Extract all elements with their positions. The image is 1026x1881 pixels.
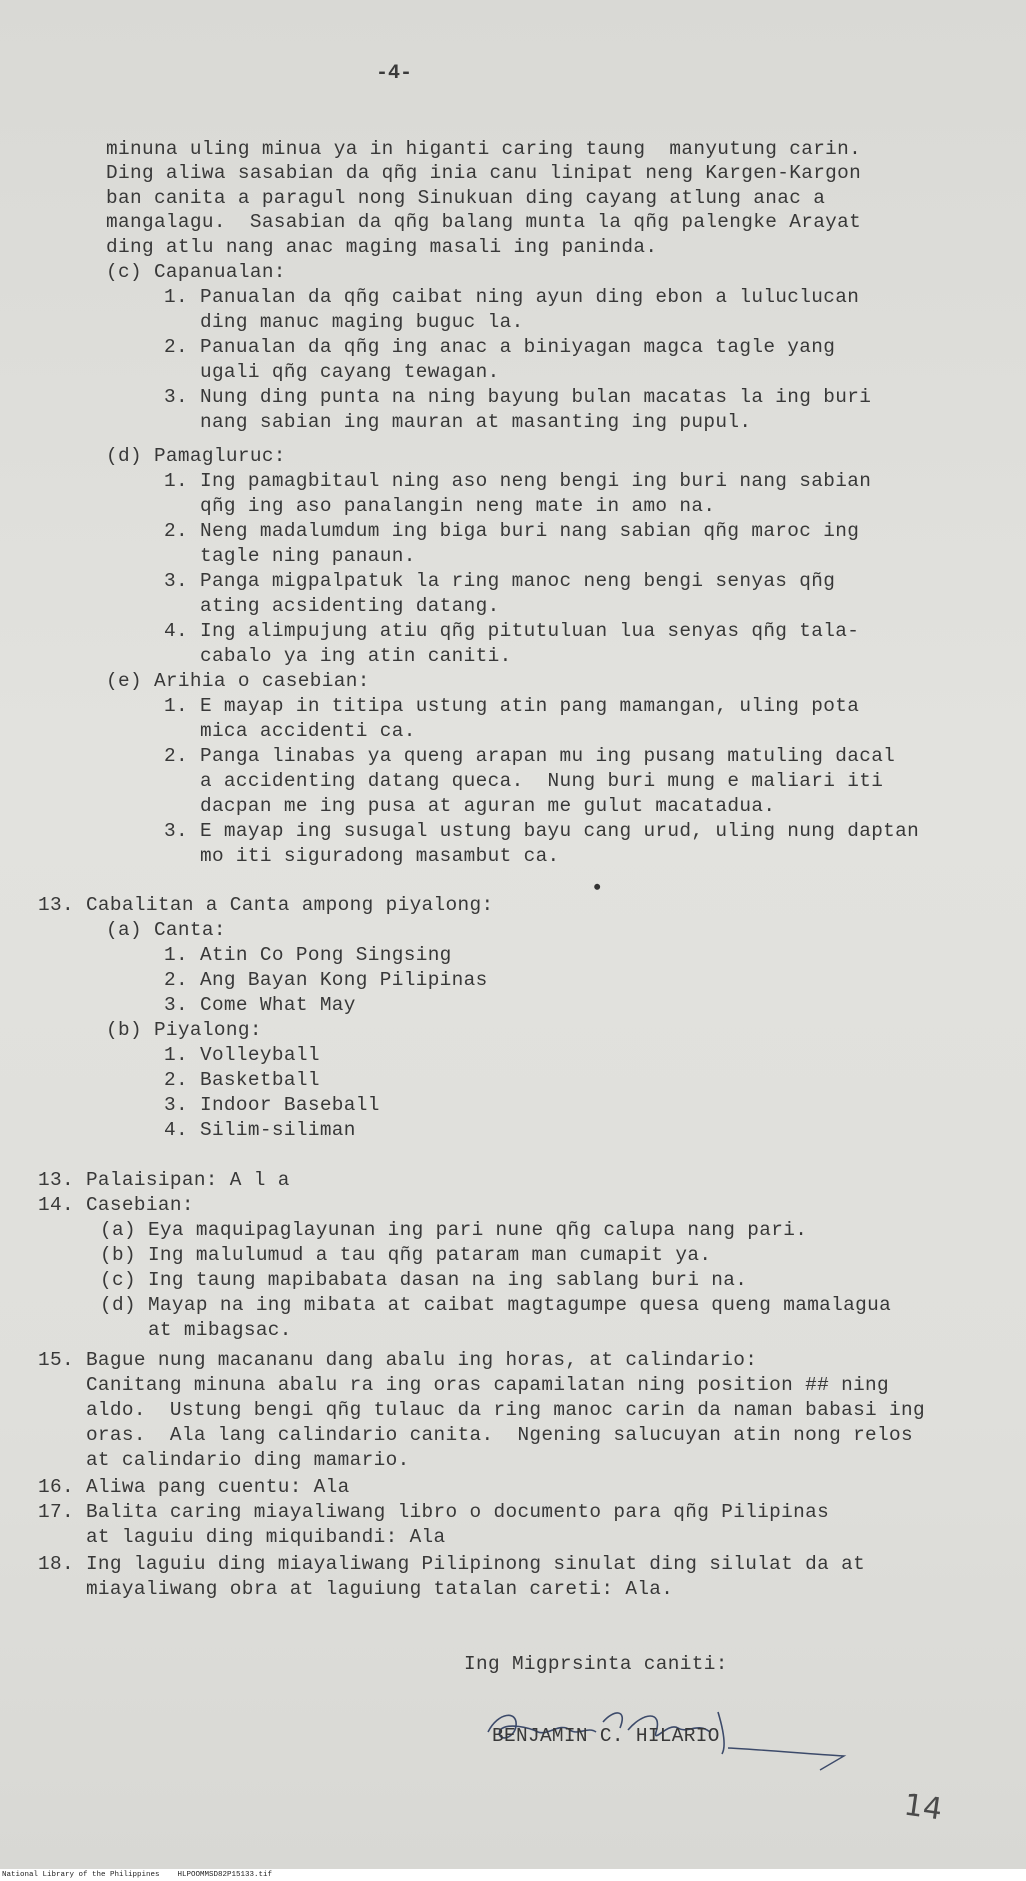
text-line: minuna uling minua ya in higanti caring taung manyutung carin. (106, 138, 862, 160)
section-heading: 13. Cabalitan a Canta ampong piyalong: (38, 894, 494, 916)
list-item: 2. Ang Bayan Kong Pilipinas (164, 969, 488, 991)
page-number: -4- (376, 62, 413, 85)
list-item: tagle ning panaun. (164, 545, 416, 567)
list-item: (d) Mayap na ing mibata at caibat magtagumpe quesa queng mamalagua (100, 1294, 892, 1316)
list-item: 3. Nung ding punta na ning bayung bulan macatas la ing buri (164, 386, 872, 408)
list-item: ating acsidenting datang. (164, 595, 500, 617)
list-item: 2. Basketball (164, 1069, 320, 1091)
list-item: 3. Come What May (164, 994, 356, 1016)
list-item: ding manuc maging buguc la. (164, 311, 524, 333)
text-line: Ding aliwa sasabian da qñg inia canu linipat neng Kargen-Kargon (106, 162, 862, 184)
list-item: 1. E mayap in titipa ustung atin pang mamangan, uling pota (164, 695, 860, 717)
signatory-name: BENJAMIN C. HILARIO (492, 1725, 720, 1747)
list-item: qñg ing aso panalangin neng mate in amo na. (164, 495, 716, 517)
list-item: 2. Panga linabas ya queng arapan mu ing pusang matuling dacal (164, 745, 896, 767)
list-item: (a) Eya maquipaglayunan ing pari nune qñg calupa nang pari. (100, 1219, 808, 1241)
text-line: ding atlu nang anac maging masali ing paninda. (106, 236, 658, 258)
list-item: 1. Atin Co Pong Singsing (164, 944, 452, 966)
list-item: 1. Volleyball (164, 1044, 320, 1066)
list-item: (c) Ing taung mapibabata dasan na ing sablang buri na. (100, 1269, 748, 1291)
list-item: 4. Silim-siliman (164, 1119, 356, 1141)
list-item: mo iti siguradong masambut ca. (164, 845, 560, 867)
subsection-heading: (c) Capanualan: (106, 261, 286, 283)
list-item: 1. Panualan da qñg caibat ning ayun ding ebon a luluclucan (164, 286, 860, 308)
archive-footer: National Library of the Philippines HLPOOMMSD82P15133.tif (0, 1869, 1026, 1881)
list-item: mica accidenti ca. (164, 720, 416, 742)
list-item: ugali qñg cayang tewagan. (164, 361, 500, 383)
list-item: 1. Ing pamagbitaul ning aso neng bengi ing buri nang sabian (164, 470, 872, 492)
submitted-by-label: Ing Migprsinta caniti: (464, 1653, 728, 1675)
subsection-heading: (b) Piyalong: (106, 1019, 262, 1041)
list-item: dacpan me ing pusa at aguran me gulut macatadua. (164, 795, 776, 817)
list-item: at mibagsac. (100, 1319, 292, 1341)
section-heading: 16. Aliwa pang cuentu: Ala (38, 1476, 350, 1498)
list-item: a accidenting datang queca. Nung buri mung e maliari iti (164, 770, 884, 792)
section-heading: 14. Casebian: (38, 1194, 194, 1216)
list-item: (b) Ing malulumud a tau qñg pataram man cumapit ya. (100, 1244, 712, 1266)
text-line: mangalagu. Sasabian da qñg balang munta la qñg palengke Arayat (106, 211, 862, 233)
section-heading: 13. Palaisipan: A l a (38, 1169, 290, 1191)
section-heading: 17. Balita caring miayaliwang libro o documento para qñg Pilipinas (38, 1501, 830, 1523)
ink-mark: • (586, 874, 608, 903)
subsection-heading: (e) Arihia o casebian: (106, 670, 370, 692)
list-item: 2. Panualan da qñg ing anac a biniyagan magca tagle yang (164, 336, 836, 358)
list-item: 3. Panga migpalpatuk la ring manoc neng bengi senyas qñg (164, 570, 836, 592)
text-line: aldo. Ustung bengi qñg tulauc da ring manoc carin da naman babasi ing (38, 1399, 925, 1421)
list-item: nang sabian ing mauran at masanting ing pupul. (164, 411, 752, 433)
text-line: ban canita a paragul nong Sinukuan ding cayang atlung anac a (106, 187, 826, 209)
text-line: at laguiu ding miquibandi: Ala (38, 1526, 446, 1548)
section-heading: 18. Ing laguiu ding miayaliwang Pilipinong sinulat ding silulat da at (38, 1553, 866, 1575)
list-item: 4. Ing alimpujung atiu qñg pitutuluan lua senyas qñg tala- (164, 620, 860, 642)
text-line: miayaliwang obra at laguiung tatalan careti: Ala. (38, 1578, 674, 1600)
list-item: cabalo ya ing atin caniti. (164, 645, 512, 667)
text-line: Canitang minuna abalu ra ing oras capamilatan ning position ## ning (38, 1374, 890, 1396)
section-heading: 15. Bague nung macananu dang abalu ing horas, at calindario: (38, 1349, 758, 1371)
list-item: 3. Indoor Baseball (164, 1094, 380, 1116)
subsection-heading: (a) Canta: (106, 919, 226, 941)
text-line: oras. Ala lang calindario canita. Ngening salucuyan atin nong relos (38, 1424, 913, 1446)
text-line: at calindario ding mamario. (38, 1449, 410, 1471)
handwritten-page-number: 14 (901, 1787, 945, 1828)
subsection-heading: (d) Pamagluruc: (106, 445, 286, 467)
list-item: 3. E mayap ing susugal ustung bayu cang urud, uling nung daptan (164, 820, 920, 842)
list-item: 2. Neng madalumdum ing biga buri nang sabian qñg maroc ing (164, 520, 860, 542)
